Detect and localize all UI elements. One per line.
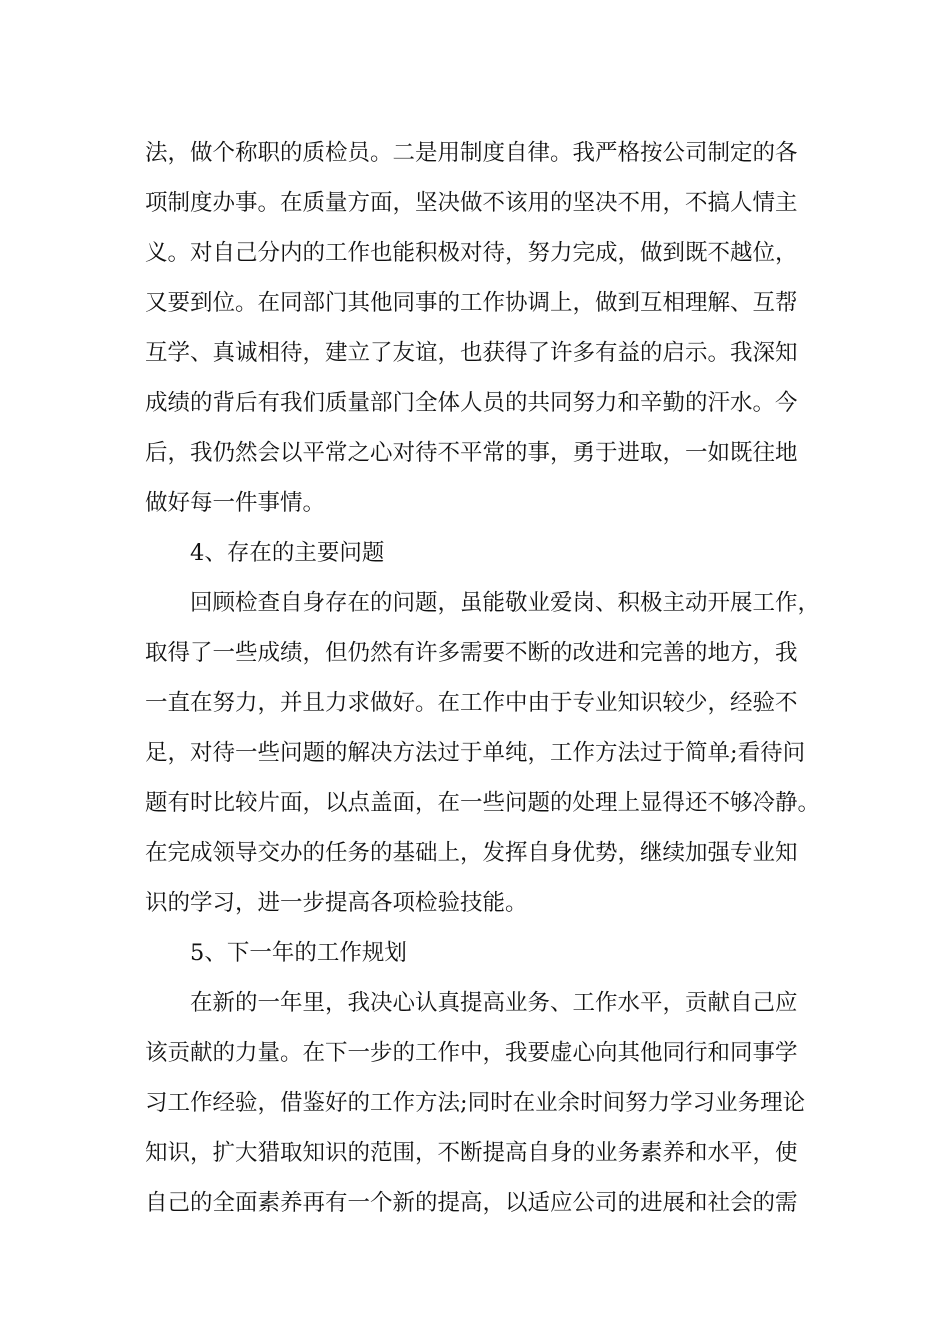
- text-line: 又要到位。在同部门其他同事的工作协调上，做到互相理解、互帮: [145, 290, 798, 316]
- text-line: 项制度办事。在质量方面，坚决做不该用的坚决不用，不搞人情主: [145, 190, 798, 216]
- text-line: 自己的全面素养再有一个新的提高，以适应公司的进展和社会的需: [145, 1190, 798, 1216]
- text-line: 做好每一件事情。: [145, 490, 326, 516]
- text-line: 回顾检查自身存在的问题，虽能敬业爱岗、积极主动开展工作，: [190, 590, 821, 616]
- text-line: 互学、真诚相待，建立了友谊，也获得了许多有益的启示。我深知: [145, 340, 798, 366]
- text-line: 后，我仍然会以平常之心对待不平常的事，勇于进取，一如既往地: [145, 440, 798, 466]
- text-line: 取得了一些成绩，但仍然有许多需要不断的改进和完善的地方，我: [145, 640, 798, 666]
- section-heading-5: 5、下一年的工作规划: [190, 940, 407, 966]
- text-line: 在新的一年里，我决心认真提高业务、工作水平，贡献自己应: [190, 990, 798, 1016]
- text-line: 识的学习，进一步提高各项检验技能。: [145, 890, 528, 916]
- text-line: 足，对待一些问题的解决方法过于单纯，工作方法过于简单;看待问: [145, 740, 806, 766]
- text-line: 该贡献的力量。在下一步的工作中，我要虚心向其他同行和同事学: [145, 1040, 798, 1066]
- text-line: 知识，扩大猎取知识的范围，不断提高自身的业务素养和水平，使: [145, 1140, 798, 1166]
- text-line: 义。对自己分内的工作也能积极对待，努力完成，做到既不越位，: [145, 240, 798, 266]
- text-line: 一直在努力，并且力求做好。在工作中由于专业知识较少，经验不: [145, 690, 798, 716]
- section-heading-4: 4、存在的主要问题: [190, 540, 385, 566]
- text-line: 习工作经验，借鉴好的工作方法;同时在业余时间努力学习业务理论: [145, 1090, 806, 1116]
- text-line: 法，做个称职的质检员。二是用制度自律。我严格按公司制定的各: [145, 140, 798, 166]
- text-line: 成绩的背后有我们质量部门全体人员的共同努力和辛勤的汗水。今: [145, 390, 798, 416]
- text-line: 在完成领导交办的任务的基础上，发挥自身优势，继续加强专业知: [145, 840, 798, 866]
- text-line: 题有时比较片面，以点盖面，在一些问题的处理上显得还不够冷静。: [145, 790, 821, 816]
